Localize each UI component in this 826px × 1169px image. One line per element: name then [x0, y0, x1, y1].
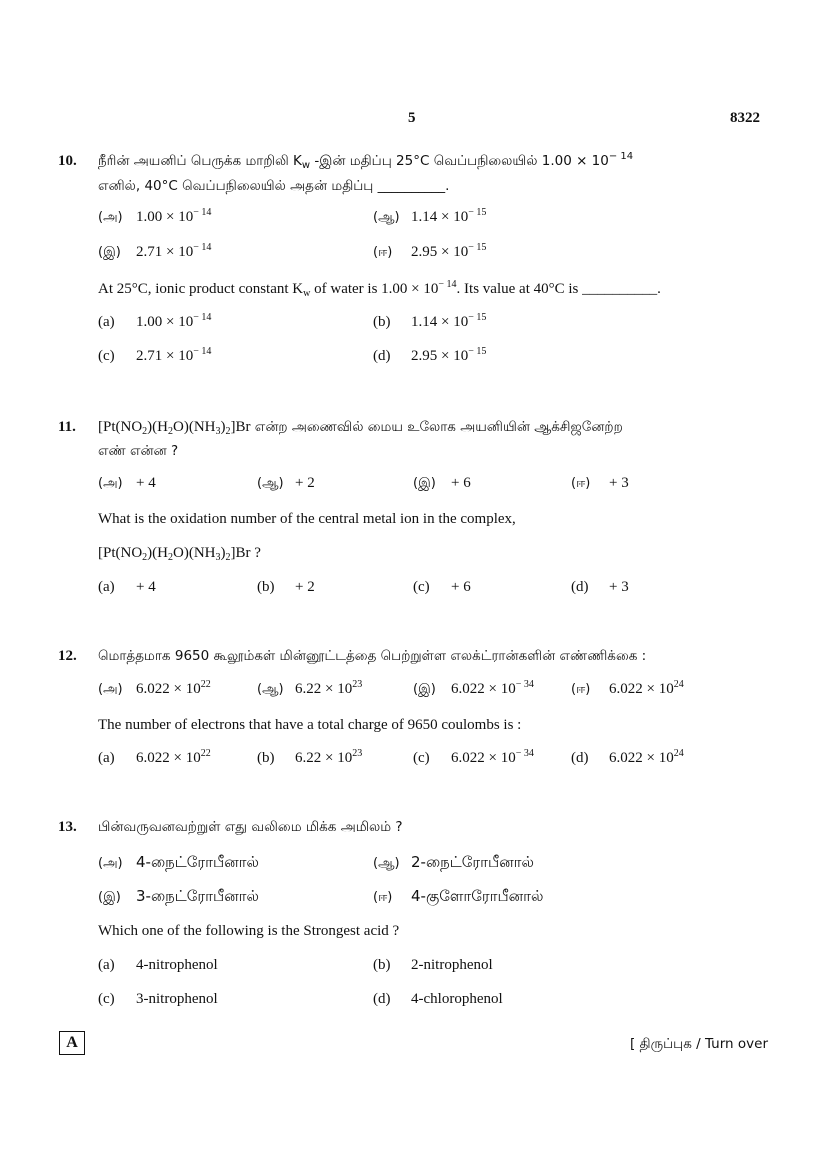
q12-english-option: (d) $6.022 \times 10^{24}$ [571, 748, 684, 766]
q10-tamil-option: (ஆ) $1.14 \times 10^{- 15}$ [373, 207, 487, 225]
q13-english-question: Which one of the following is the Strongest acid ? [98, 923, 400, 939]
q10-english-text: At 25°C, ionic product constant $K_w$ of water is $1.00 \times 10^{- 14}$. Its value at 40°C is __________. [98, 279, 661, 299]
q12-tamil-option: (ஈ) $6.022 \times 10^{24}$ [571, 679, 684, 697]
q12-english-option: (b) $6.22 \times 10^{23}$ [257, 748, 363, 766]
page-number: 5 [408, 110, 416, 126]
q13-tamil-question: பின்வருவனவற்றுள் எது வலிமை மிக்க அமிலம் ? [98, 819, 403, 835]
q11-english-option: (c) + 6 [413, 579, 471, 595]
q10-english-option: (c) $2.71 \times 10^{- 14}$ [98, 346, 212, 364]
q10-tamil-line1: நீரின் அயனிப் பெருக்க மாறிலி $K_w$ -இன் மதிப்பு 25°C வெப்பநிலையில் $1.00 \times 10^{- 14}$ [98, 151, 634, 171]
paper-code: 8322 [730, 110, 760, 126]
q13-english-option: (b) 2-nitrophenol [373, 957, 493, 973]
question-number: 11. [58, 419, 76, 435]
q13-english-option: (d) 4-chlorophenol [373, 991, 503, 1007]
q13-tamil-option: (இ) 3-நைட்ரோபீனால் [98, 887, 259, 905]
q11-tamil-option: (இ) + 6 [413, 475, 471, 491]
question-number: 13. [58, 819, 77, 835]
q10-english-option: (d) $2.95 \times 10^{- 15}$ [373, 346, 487, 364]
q11-tamil-option: (அ) + 4 [98, 475, 156, 491]
q11-tamil-option: (ஈ) + 3 [571, 475, 629, 491]
q12-english-option: (c) $6.022 \times 10^{- 34}$ [413, 748, 534, 766]
q10-tamil-option: (ஈ) $2.95 \times 10^{- 15}$ [373, 242, 487, 260]
q11-tamil-line2: எண் என்ன ? [98, 443, 179, 459]
q11-english-line1: What is the oxidation number of the central metal ion in the complex, [98, 511, 516, 527]
q10-english-option: (b) $1.14 \times 10^{- 15}$ [373, 312, 487, 330]
q11-tamil-option: (ஆ) + 2 [257, 475, 315, 491]
q10-english-option: (a) $1.00 \times 10^{- 14}$ [98, 312, 212, 330]
q12-tamil-option: (ஆ) $6.22 \times 10^{23}$ [257, 679, 363, 697]
turn-over-label: [ திருப்புக / Turn over [629, 1036, 768, 1052]
q11-english-option: (b) + 2 [257, 579, 315, 595]
booklet-series-box: A [59, 1031, 85, 1055]
q13-tamil-option: (ஆ) 2-நைட்ரோபீனால் [373, 853, 534, 871]
q12-tamil-option: (அ) $6.022 \times 10^{22}$ [98, 679, 211, 697]
q11-english-option: (a) + 4 [98, 579, 156, 595]
q13-tamil-option: (ஈ) 4-குளோரோபீனால் [373, 887, 544, 905]
q12-tamil-option: (இ) $6.022 \times 10^{- 34}$ [413, 679, 534, 697]
q11-english-line2: $[Pt(NO_2)(H_2O)(NH_3)_2]Br$ ? [98, 545, 261, 563]
q10-tamil-option: (இ) $2.71 \times 10^{- 14}$ [98, 242, 212, 260]
q12-tamil-question: மொத்தமாக 9650 கூலூம்கள் மின்னூட்டத்தை பெற்றுள்ள எலக்ட்ரான்களின் எண்ணிக்கை : [98, 648, 647, 664]
q13-english-option: (c) 3-nitrophenol [98, 991, 218, 1007]
q11-tamil-line1: $[Pt(NO_2)(H_2O)(NH_3)_2]Br$ என்ற அணைவில் மைய உலோக அயனியின் ஆக்சிஜனேற்ற [98, 419, 623, 437]
q10-tamil-option: (அ) $1.00 \times 10^{- 14}$ [98, 207, 212, 225]
q10-tamil-line2: எனில், 40°C வெப்பநிலையில் அதன் மதிப்பு __________. [98, 178, 450, 194]
q13-tamil-option: (அ) 4-நைட்ரோபீனால் [98, 853, 259, 871]
q12-english-question: The number of electrons that have a total charge of 9650 coulombs is : [98, 717, 522, 733]
question-number: 12. [58, 648, 77, 664]
q13-english-option: (a) 4-nitrophenol [98, 957, 218, 973]
q12-english-option: (a) $6.022 \times 10^{22}$ [98, 748, 211, 766]
question-number: 10. [58, 153, 77, 169]
q11-english-option: (d) + 3 [571, 579, 629, 595]
